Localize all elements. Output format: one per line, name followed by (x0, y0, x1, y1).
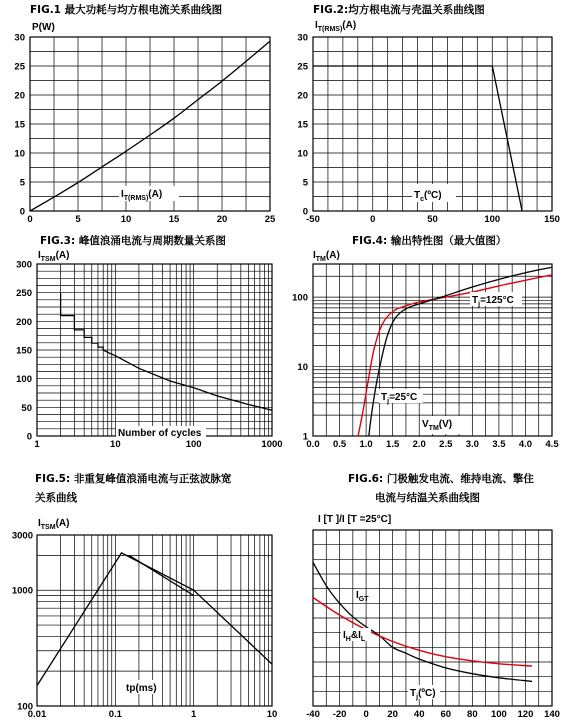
x-tick-label: 100 (484, 214, 501, 225)
x-tick-label: 10 (266, 709, 278, 720)
x-tick-label: 1 (34, 439, 40, 450)
x-tick-label: -50 (306, 214, 320, 225)
x-tick-label: 150 (544, 214, 560, 225)
x-tick-label: 1.0 (359, 439, 373, 450)
y-axis-label: I [T ]/I [T =25°C] (318, 514, 392, 525)
x-tick-label: 2.5 (439, 439, 453, 450)
fig5-title-line2: 关系曲线 (35, 492, 77, 504)
y-axis-label: $I_{TM}(A)$ (313, 250, 340, 263)
annotation-tj-25: $T_j=25^\circ C$ (381, 392, 418, 405)
y-tick-label: 0 (26, 431, 32, 443)
y-tick-label: 25 (14, 61, 25, 73)
x-axis-label: $V_{TM}(V)$ (422, 419, 453, 432)
y-tick-label: 5 (19, 177, 25, 189)
x-tick-label: 10 (110, 439, 121, 450)
x-axis-label: tp(ms) (126, 683, 157, 694)
y-tick-label: 3000 (11, 530, 33, 542)
x-tick-label: 20 (387, 709, 398, 720)
y-axis-label: P(W) (32, 22, 55, 33)
series-line (61, 293, 272, 411)
y-tick-label: 300 (16, 259, 32, 271)
y-tick-label: 15 (297, 119, 308, 131)
fig6-title-line1: FIG.6: 门极触发电流、维持电流、擎住 (348, 473, 534, 485)
x-tick-label: 25 (264, 214, 276, 225)
x-tick-label: -20 (332, 709, 347, 720)
x-tick-label: 3.5 (492, 439, 506, 450)
x-tick-label: 80 (467, 709, 478, 720)
x-tick-label: 140 (544, 709, 560, 720)
x-tick-label: 0 (27, 214, 33, 225)
fig5-title-line1: FIG.5: 非重复峰值浪涌电流与正弦波脉宽 (35, 473, 232, 485)
x-axis-label: $T_j(ºC)$ (410, 688, 436, 701)
x-tick-label: 0.5 (332, 439, 347, 450)
y-tick-label: 30 (297, 32, 308, 44)
y-tick-label: 1 (302, 431, 308, 443)
x-tick-label: 0.0 (306, 439, 320, 450)
y-tick-label: 20 (297, 90, 308, 102)
x-tick-label: -40 (306, 709, 320, 720)
y-tick-label: 0 (19, 206, 25, 218)
y-tick-label: 15 (14, 119, 25, 131)
fig4-title: FIG.4: 输出特性图（最大值图） (352, 235, 507, 247)
x-tick-label: 1000 (261, 439, 283, 450)
x-tick-label: 1.5 (386, 439, 400, 450)
x-tick-label: 0 (363, 709, 369, 720)
y-tick-label: 1000 (11, 585, 33, 597)
y-tick-label: 150 (16, 345, 32, 357)
y-tick-label: 0 (302, 206, 308, 218)
x-tick-label: 120 (517, 709, 534, 720)
fig2-title: FIG.2:均方根电流与壳温关系曲线图 (313, 4, 485, 16)
y-tick-label: 100 (16, 374, 32, 386)
x-tick-label: 4.5 (545, 439, 559, 450)
x-tick-label: 1 (191, 709, 197, 720)
x-tick-label: 3.0 (465, 439, 479, 450)
fig6-chart (306, 472, 560, 720)
fig1-title: FIG.1 最大功耗与均方根电流关系曲线图 (30, 4, 223, 16)
y-tick-label: 100 (17, 701, 33, 713)
y-tick-label: 100 (292, 292, 308, 304)
fig3-chart (16, 234, 282, 450)
x-axis-label: Number of cycles (118, 428, 202, 439)
x-tick-label: 20 (216, 214, 228, 225)
x-tick-label: 100 (490, 709, 507, 720)
x-tick-label: 10 (120, 214, 132, 225)
x-tick-label: 50 (427, 214, 438, 225)
series-line-125c (358, 275, 552, 436)
y-tick-label: 10 (14, 148, 25, 160)
x-tick-label: 0.01 (27, 709, 47, 720)
series-line-25c (369, 267, 552, 436)
y-tick-label: 25 (297, 61, 308, 73)
series-line (37, 553, 272, 686)
x-tick-label: 60 (440, 709, 452, 720)
x-tick-label: 40 (413, 709, 425, 720)
y-axis-label: $I_{TSM}(A)$ (38, 518, 70, 531)
x-axis-label: $I_{T(RMS)}(A)$ (121, 189, 163, 202)
x-tick-label: 0.1 (108, 709, 122, 720)
annotation-igt: $I_{GT}$ (356, 590, 369, 603)
x-tick-label: 100 (185, 439, 202, 450)
y-tick-label: 250 (16, 288, 32, 300)
x-tick-label: 5 (75, 214, 81, 225)
y-tick-label: 5 (302, 177, 308, 189)
x-tick-label: 2.0 (412, 439, 426, 450)
fig6-title-line2: 电流与结温关系曲线图 (375, 492, 480, 504)
y-tick-label: 20 (14, 90, 25, 102)
x-tick-label: 15 (168, 214, 180, 225)
x-tick-label: 4.0 (518, 439, 533, 450)
y-tick-label: 10 (297, 362, 308, 374)
x-tick-label: 0 (370, 214, 376, 225)
x-axis-label: $T_c(ºC)$ (414, 190, 442, 203)
y-axis-label: $I_{TSM}(A)$ (38, 250, 70, 263)
fig5-chart (12, 472, 277, 720)
fig4-chart (292, 234, 559, 450)
y-tick-label: 30 (14, 32, 25, 44)
y-tick-label: 50 (21, 402, 32, 414)
annotation-tj-125: $T_j=125^\circ C$ (472, 295, 514, 308)
fig3-title: FIG.3: 峰值浪涌电流与周期数量关系图 (40, 235, 226, 247)
y-axis-label: $I_{T(RMS)}(A)$ (315, 20, 357, 33)
y-tick-label: 10 (297, 148, 308, 160)
fig2-chart (297, 3, 560, 225)
annotation-ih-il: $I_H\&I_L$ (343, 630, 366, 643)
fig1-chart (14, 3, 276, 225)
y-tick-label: 200 (16, 316, 32, 328)
